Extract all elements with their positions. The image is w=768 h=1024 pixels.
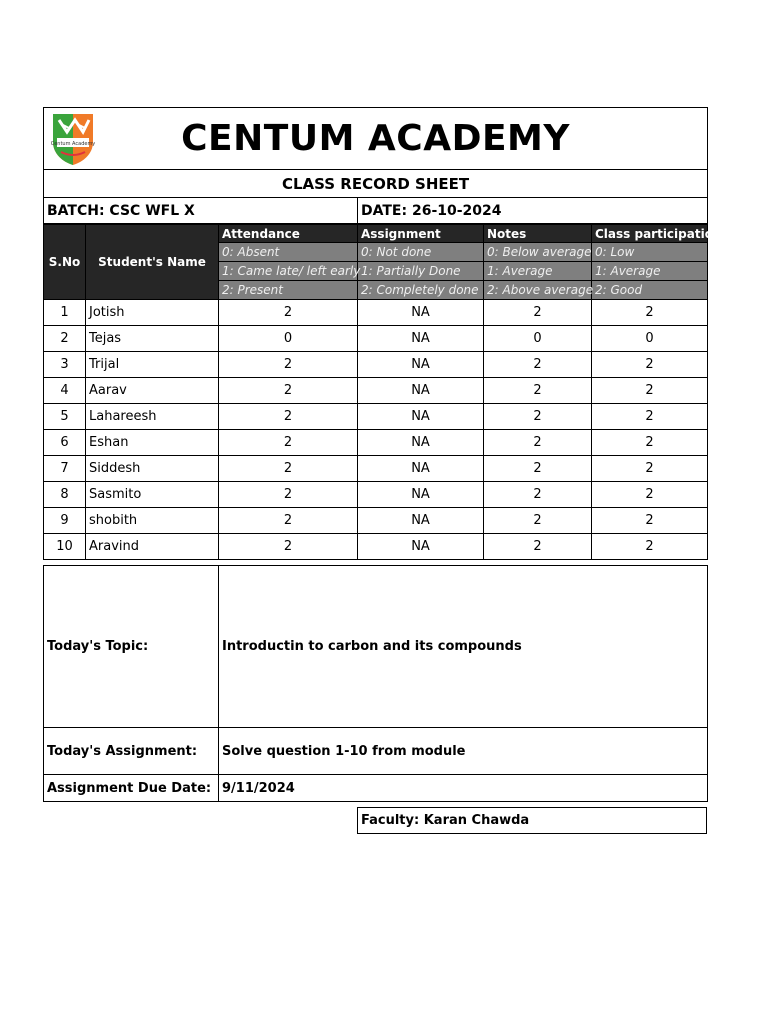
cell-notes: 2 bbox=[484, 508, 592, 534]
cell-attendance: 2 bbox=[219, 534, 358, 560]
legend-participation: 2: Good bbox=[592, 281, 708, 300]
cell-assignment: NA bbox=[358, 300, 484, 326]
legend-notes: 2: Above average bbox=[484, 281, 592, 300]
topic-label: Today's Topic: bbox=[44, 566, 219, 728]
table-row bbox=[44, 326, 708, 352]
cell-name: Lahareesh bbox=[86, 404, 219, 430]
cell-name: Aarav bbox=[86, 378, 219, 404]
cell-participation: 0 bbox=[592, 326, 708, 352]
cell-sno: 10 bbox=[44, 534, 86, 560]
legend-assignment: 2: Completely done bbox=[358, 281, 484, 300]
cell-notes: 2 bbox=[484, 456, 592, 482]
cell-assignment: NA bbox=[358, 456, 484, 482]
assignment-label: Today's Assignment: bbox=[44, 728, 219, 775]
table-row bbox=[44, 430, 708, 456]
cell-name: Sasmito bbox=[86, 482, 219, 508]
legend-notes: 0: Below average bbox=[484, 243, 592, 262]
cell-notes: 2 bbox=[484, 378, 592, 404]
cell-attendance: 2 bbox=[219, 430, 358, 456]
title-cell bbox=[44, 108, 708, 170]
cell-assignment: NA bbox=[358, 430, 484, 456]
cell-notes: 0 bbox=[484, 326, 592, 352]
page-title: CENTUM ACADEMY bbox=[181, 118, 570, 159]
col-header-sno: S.No bbox=[44, 225, 86, 300]
cell-attendance: 2 bbox=[219, 404, 358, 430]
due-date-label: Assignment Due Date: bbox=[44, 775, 219, 802]
cell-assignment: NA bbox=[358, 534, 484, 560]
cell-notes: 2 bbox=[484, 430, 592, 456]
col-header-assignment: Assignment bbox=[358, 225, 484, 243]
legend-participation: 0: Low bbox=[592, 243, 708, 262]
legend-notes: 1: Average bbox=[484, 262, 592, 281]
cell-assignment: NA bbox=[358, 508, 484, 534]
cell-sno: 9 bbox=[44, 508, 86, 534]
logo-text: Centum Academy bbox=[50, 141, 96, 147]
table-row bbox=[44, 456, 708, 482]
cell-sno: 1 bbox=[44, 300, 86, 326]
cell-notes: 2 bbox=[484, 482, 592, 508]
cell-attendance: 2 bbox=[219, 378, 358, 404]
cell-participation: 2 bbox=[592, 430, 708, 456]
table-row bbox=[44, 508, 708, 534]
table-row bbox=[44, 378, 708, 404]
cell-notes: 2 bbox=[484, 300, 592, 326]
cell-assignment: NA bbox=[358, 378, 484, 404]
cell-sno: 8 bbox=[44, 482, 86, 508]
cell-name: Aravind bbox=[86, 534, 219, 560]
student-rows bbox=[44, 300, 708, 560]
topic-value: Introductin to carbon and its compounds bbox=[219, 566, 708, 728]
cell-name: Trijal bbox=[86, 352, 219, 378]
legend-assignment: 0: Not done bbox=[358, 243, 484, 262]
cell-participation: 2 bbox=[592, 404, 708, 430]
lesson-info bbox=[43, 565, 707, 802]
cell-participation: 2 bbox=[592, 300, 708, 326]
legend-assignment: 1: Partially Done bbox=[358, 262, 484, 281]
cell-attendance: 2 bbox=[219, 508, 358, 534]
cell-sno: 7 bbox=[44, 456, 86, 482]
table-row bbox=[44, 352, 708, 378]
cell-participation: 2 bbox=[592, 482, 708, 508]
cell-name: Tejas bbox=[86, 326, 219, 352]
table-row bbox=[44, 534, 708, 560]
cell-sno: 3 bbox=[44, 352, 86, 378]
cell-participation: 2 bbox=[592, 352, 708, 378]
cell-name: shobith bbox=[86, 508, 219, 534]
cell-assignment: NA bbox=[358, 482, 484, 508]
date-label: DATE: 26-10-2024 bbox=[358, 198, 708, 224]
cell-participation: 2 bbox=[592, 534, 708, 560]
sheet-subtitle: CLASS RECORD SHEET bbox=[44, 170, 708, 198]
cell-participation: 2 bbox=[592, 456, 708, 482]
cell-sno: 6 bbox=[44, 430, 86, 456]
cell-sno: 2 bbox=[44, 326, 86, 352]
cell-attendance: 2 bbox=[219, 456, 358, 482]
legend-attendance: 0: Absent bbox=[219, 243, 358, 262]
cell-assignment: NA bbox=[358, 404, 484, 430]
cell-assignment: NA bbox=[358, 352, 484, 378]
table-row bbox=[44, 300, 708, 326]
batch-label: BATCH: CSC WFL X bbox=[44, 198, 358, 224]
table-row bbox=[44, 482, 708, 508]
cell-name: Jotish bbox=[86, 300, 219, 326]
centum-academy-logo-icon bbox=[51, 112, 95, 166]
cell-participation: 2 bbox=[592, 508, 708, 534]
legend-attendance: 2: Present bbox=[219, 281, 358, 300]
legend-participation: 1: Average bbox=[592, 262, 708, 281]
cell-name: Eshan bbox=[86, 430, 219, 456]
col-header-name: Student's Name bbox=[86, 225, 219, 300]
col-header-notes: Notes bbox=[484, 225, 592, 243]
col-header-participation: Class participation bbox=[592, 225, 708, 243]
cell-sno: 5 bbox=[44, 404, 86, 430]
cell-sno: 4 bbox=[44, 378, 86, 404]
cell-attendance: 0 bbox=[219, 326, 358, 352]
cell-attendance: 2 bbox=[219, 352, 358, 378]
cell-assignment: NA bbox=[358, 326, 484, 352]
faculty-label: Faculty: Karan Chawda bbox=[357, 807, 707, 834]
cell-name: Siddesh bbox=[86, 456, 219, 482]
cell-notes: 2 bbox=[484, 404, 592, 430]
cell-notes: 2 bbox=[484, 534, 592, 560]
col-header-attendance: Attendance bbox=[219, 225, 358, 243]
class-record-sheet bbox=[43, 107, 722, 560]
header-table bbox=[43, 107, 708, 224]
table-row bbox=[44, 404, 708, 430]
assignment-value: Solve question 1-10 from module bbox=[219, 728, 708, 775]
student-table bbox=[43, 224, 722, 560]
cell-participation: 2 bbox=[592, 378, 708, 404]
cell-attendance: 2 bbox=[219, 482, 358, 508]
due-date-value: 9/11/2024 bbox=[219, 775, 708, 802]
legend-attendance: 1: Came late/ left early bbox=[219, 262, 358, 281]
cell-notes: 2 bbox=[484, 352, 592, 378]
cell-attendance: 2 bbox=[219, 300, 358, 326]
lesson-info-table bbox=[43, 565, 708, 802]
